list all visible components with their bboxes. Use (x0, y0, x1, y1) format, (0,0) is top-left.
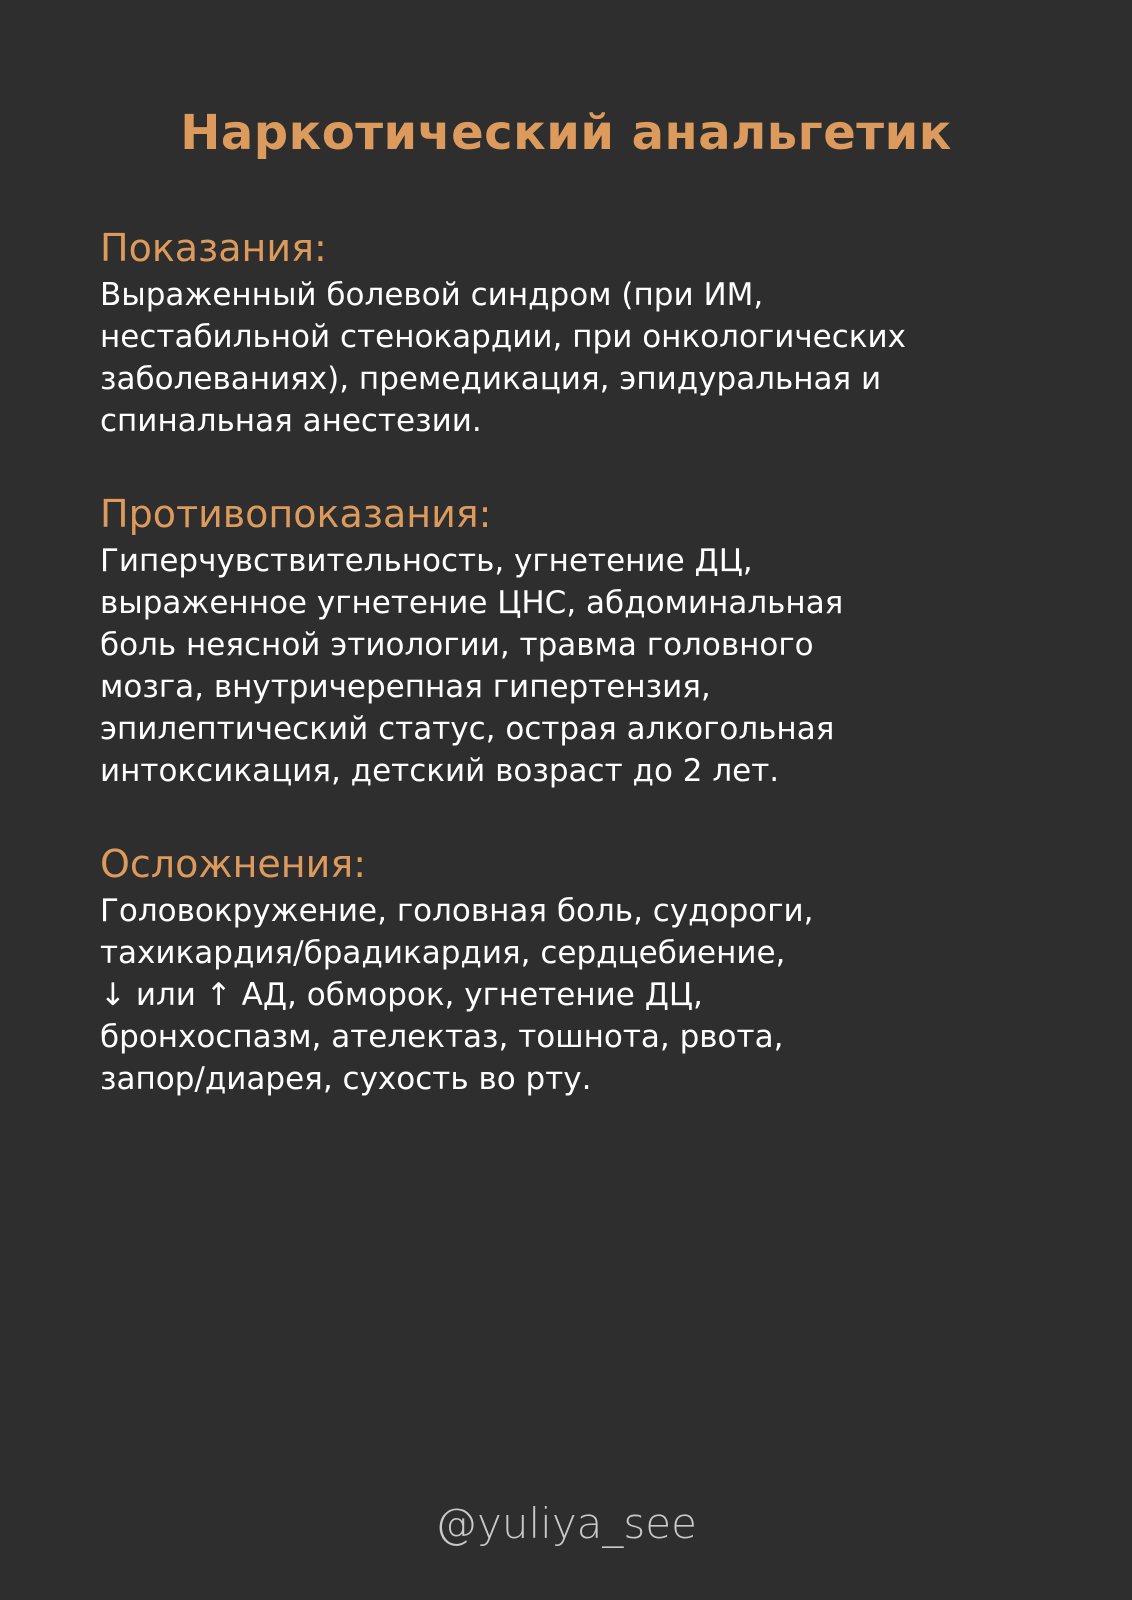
section-heading-complications: Осложнения: (100, 842, 366, 886)
section-text-indications: Выраженный болевой синдром (при ИМ, нестабильной стенокардии, при онкологических заболеваниях), премедикация, эпидуральная и спинальная анестезии. (100, 277, 906, 439)
section-contraindications (100, 488, 1060, 792)
section-indications (100, 222, 1060, 442)
author-handle: @yuliya_see (435, 1499, 697, 1548)
page-title: Наркотический анальгетик (180, 105, 952, 161)
section-complications (100, 838, 1060, 1100)
section-text-contraindications: Гиперчувствительность, угнетение ДЦ, выраженное угнетение ЦНС, абдоминальная боль неясной этиологии, травма головного мозга, внутричерепная гипертензия, эпилептический статус, острая алкогольная интоксикация, детский возраст до 2 лет. (100, 543, 844, 789)
section-heading-indications: Показания: (100, 226, 327, 270)
section-text-complications: Головокружение, головная боль, судороги, тахикардия/брадикардия, сердцебиение, ↓ или ↑ АД, обморок, угнетение ДЦ, бронхоспазм, ателектаз, тошнота, рвота, запор/диарея, сухость во рту. (100, 893, 814, 1097)
section-heading-contraindications: Противопоказания: (100, 492, 492, 536)
